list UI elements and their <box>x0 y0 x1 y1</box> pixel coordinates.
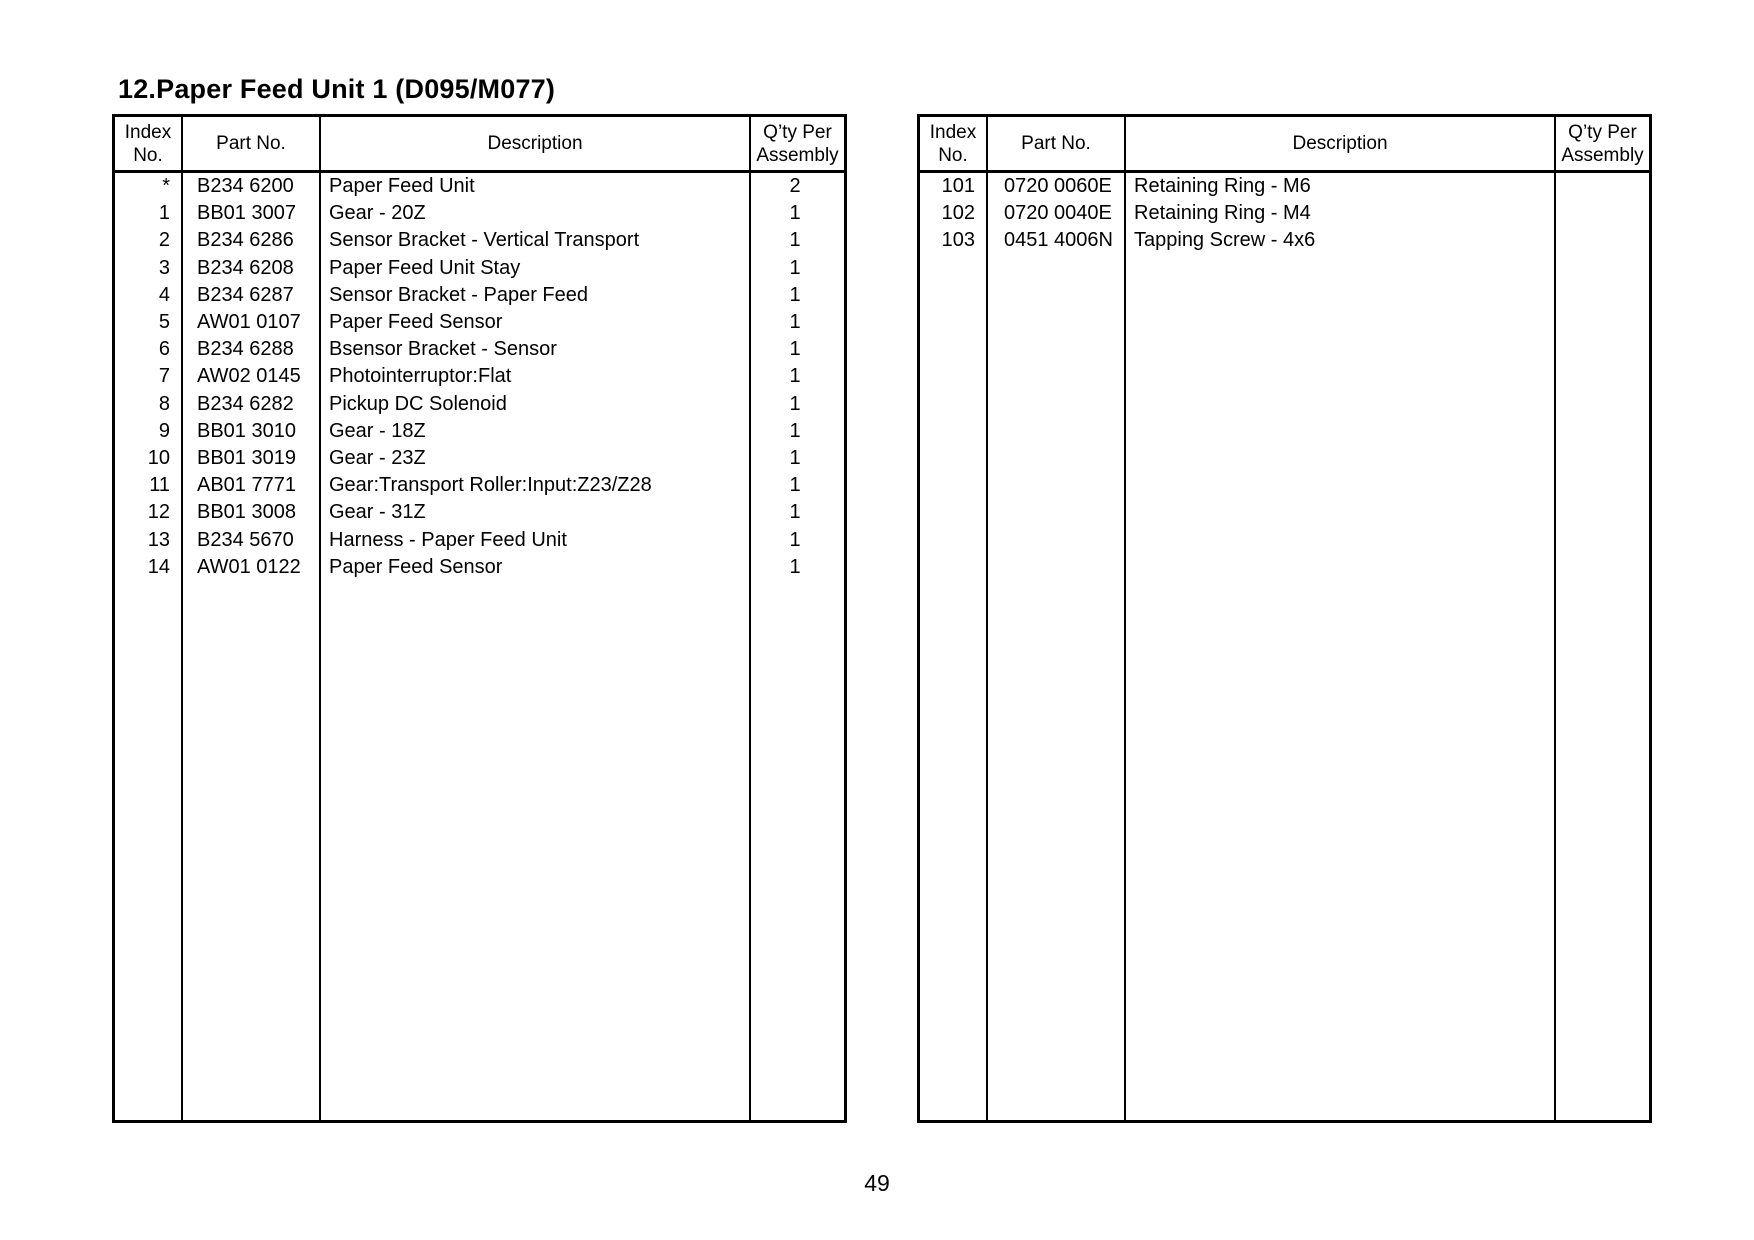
index-cell: 103 <box>941 229 975 252</box>
qty-cell <box>1556 173 1644 200</box>
qty-cell: 1 <box>789 474 801 497</box>
description-cell: Gear - 31Z <box>329 501 426 524</box>
part-no-cell: BB01 3008 <box>197 501 296 524</box>
qty-cell: 1 <box>789 447 801 469</box>
qty-cell <box>1556 200 1644 227</box>
part-no-cell: AW02 0145 <box>197 365 301 388</box>
page-title: 12.Paper Feed Unit 1 (D095/M077) <box>118 74 556 104</box>
qty-cell: 1 <box>789 338 801 361</box>
part-no-cell: B234 6286 <box>197 229 294 252</box>
description-cell: Bsensor Bracket - Sensor <box>329 338 557 361</box>
qty-cell: 1 <box>789 419 801 442</box>
qty-cell: 1 <box>789 365 801 388</box>
header-index-text: No. <box>133 144 163 166</box>
part-no-cell: B234 6282 <box>197 392 294 415</box>
header-qty <box>751 117 844 170</box>
index-cell: 8 <box>158 392 170 415</box>
description-cell: Gear - 20Z <box>329 202 426 225</box>
header-qty-text: Assembly <box>1561 144 1644 166</box>
table-row <box>920 173 1649 200</box>
table-row <box>920 200 1649 227</box>
description-cell: Paper Feed Sensor <box>329 311 503 333</box>
header-part-no-text: Part No. <box>216 133 286 154</box>
index-cell: * <box>162 175 170 197</box>
table-header <box>920 117 1649 173</box>
header-qty-text: Q’ty Per <box>1568 121 1637 143</box>
header-qty-text: Assembly <box>756 144 839 166</box>
index-cell: 1 <box>158 202 170 225</box>
part-no-cell: BB01 3010 <box>197 419 296 442</box>
header-index <box>920 117 986 170</box>
index-cell: 102 <box>941 202 975 225</box>
index-cell: 101 <box>941 175 975 197</box>
table-row <box>115 391 844 418</box>
index-cell: 9 <box>158 419 170 442</box>
index-cell: 6 <box>158 338 170 361</box>
part-no-cell: 0451 4006N <box>1004 229 1113 252</box>
table-row <box>115 472 844 499</box>
table-row <box>115 200 844 227</box>
description-cell: Retaining Ring - M4 <box>1134 202 1311 225</box>
header-part-no <box>183 117 319 170</box>
part-no-cell: BB01 3019 <box>197 447 296 469</box>
description-cell: Tapping Screw - 4x6 <box>1134 229 1316 252</box>
page-number: 49 <box>864 1170 890 1196</box>
column-divider <box>986 117 988 1120</box>
description-cell: Pickup DC Solenoid <box>329 392 507 415</box>
part-no-cell: AB01 7771 <box>197 474 296 497</box>
qty-cell: 1 <box>789 311 801 333</box>
description-cell: Paper Feed Unit Stay <box>329 256 521 279</box>
qty-cell: 1 <box>789 528 801 551</box>
description-cell: Gear - 18Z <box>329 419 426 442</box>
table-header <box>115 117 844 173</box>
table-row <box>115 499 844 526</box>
part-no-cell: AW01 0107 <box>197 311 301 333</box>
table-row <box>920 227 1649 254</box>
part-no-cell: B234 6287 <box>197 283 294 306</box>
description-cell: Gear:Transport Roller:Input:Z23/Z28 <box>329 474 652 497</box>
qty-cell: 1 <box>789 392 801 415</box>
qty-cell: 1 <box>789 229 801 252</box>
qty-cell: 1 <box>789 256 801 279</box>
header-description <box>321 117 749 170</box>
index-cell: 2 <box>158 229 170 252</box>
part-no-cell: B234 6288 <box>197 338 294 361</box>
header-index-text: Index <box>929 121 977 143</box>
table-row <box>115 255 844 282</box>
header-index <box>115 117 181 170</box>
part-no-cell: AW01 0122 <box>197 555 301 578</box>
part-no-cell: B234 6208 <box>197 256 294 279</box>
table-row <box>115 227 844 254</box>
part-no-cell: BB01 3007 <box>197 202 296 225</box>
qty-cell: 1 <box>789 283 801 306</box>
table-row <box>115 282 844 309</box>
parts-table-left <box>112 114 847 1123</box>
index-cell: 11 <box>149 474 170 497</box>
table-row <box>115 173 844 200</box>
header-part-no-text: Part No. <box>1021 133 1091 154</box>
header-index-text: Index <box>124 121 172 143</box>
column-divider <box>1554 117 1556 1120</box>
header-qty <box>1556 117 1649 170</box>
header-description <box>1126 117 1554 170</box>
description-cell: Retaining Ring - M6 <box>1134 175 1311 197</box>
qty-cell: 2 <box>789 175 801 197</box>
part-no-cell: B234 5670 <box>197 528 294 551</box>
table-row <box>115 527 844 554</box>
description-cell: Harness - Paper Feed Unit <box>329 528 567 551</box>
description-cell: Gear - 23Z <box>329 447 426 469</box>
qty-cell <box>1556 227 1644 254</box>
description-cell: Paper Feed Sensor <box>329 555 503 578</box>
index-cell: 12 <box>147 501 170 524</box>
part-no-cell: 0720 0060E <box>1004 175 1112 197</box>
index-cell: 4 <box>158 283 170 306</box>
index-cell: 13 <box>147 528 170 551</box>
description-cell: Photointerruptor:Flat <box>329 365 512 388</box>
part-no-cell: 0720 0040E <box>1004 202 1112 225</box>
header-part-no <box>988 117 1124 170</box>
header-index-text: No. <box>938 144 968 166</box>
header-qty-text: Q’ty Per <box>763 121 832 143</box>
part-no-cell: B234 6200 <box>197 175 294 197</box>
table-row <box>115 445 844 472</box>
index-cell: 7 <box>158 365 170 388</box>
description-cell: Sensor Bracket - Vertical Transport <box>329 229 640 252</box>
index-cell: 14 <box>147 555 170 578</box>
description-cell: Paper Feed Unit <box>329 175 475 197</box>
index-cell: 10 <box>147 447 170 469</box>
qty-cell: 1 <box>789 501 801 524</box>
qty-cell: 1 <box>789 555 801 578</box>
qty-cell: 1 <box>789 202 801 225</box>
table-row <box>115 554 844 581</box>
table-row <box>115 309 844 336</box>
index-cell: 5 <box>158 311 170 333</box>
index-cell: 3 <box>158 256 170 279</box>
table-row <box>115 336 844 363</box>
header-description-text: Description <box>487 133 583 154</box>
column-divider <box>1124 117 1126 1120</box>
table-row <box>115 363 844 390</box>
header-description-text: Description <box>1292 133 1388 154</box>
parts-table-right <box>917 114 1652 1123</box>
table-row <box>115 418 844 445</box>
description-cell: Sensor Bracket - Paper Feed <box>329 283 589 306</box>
